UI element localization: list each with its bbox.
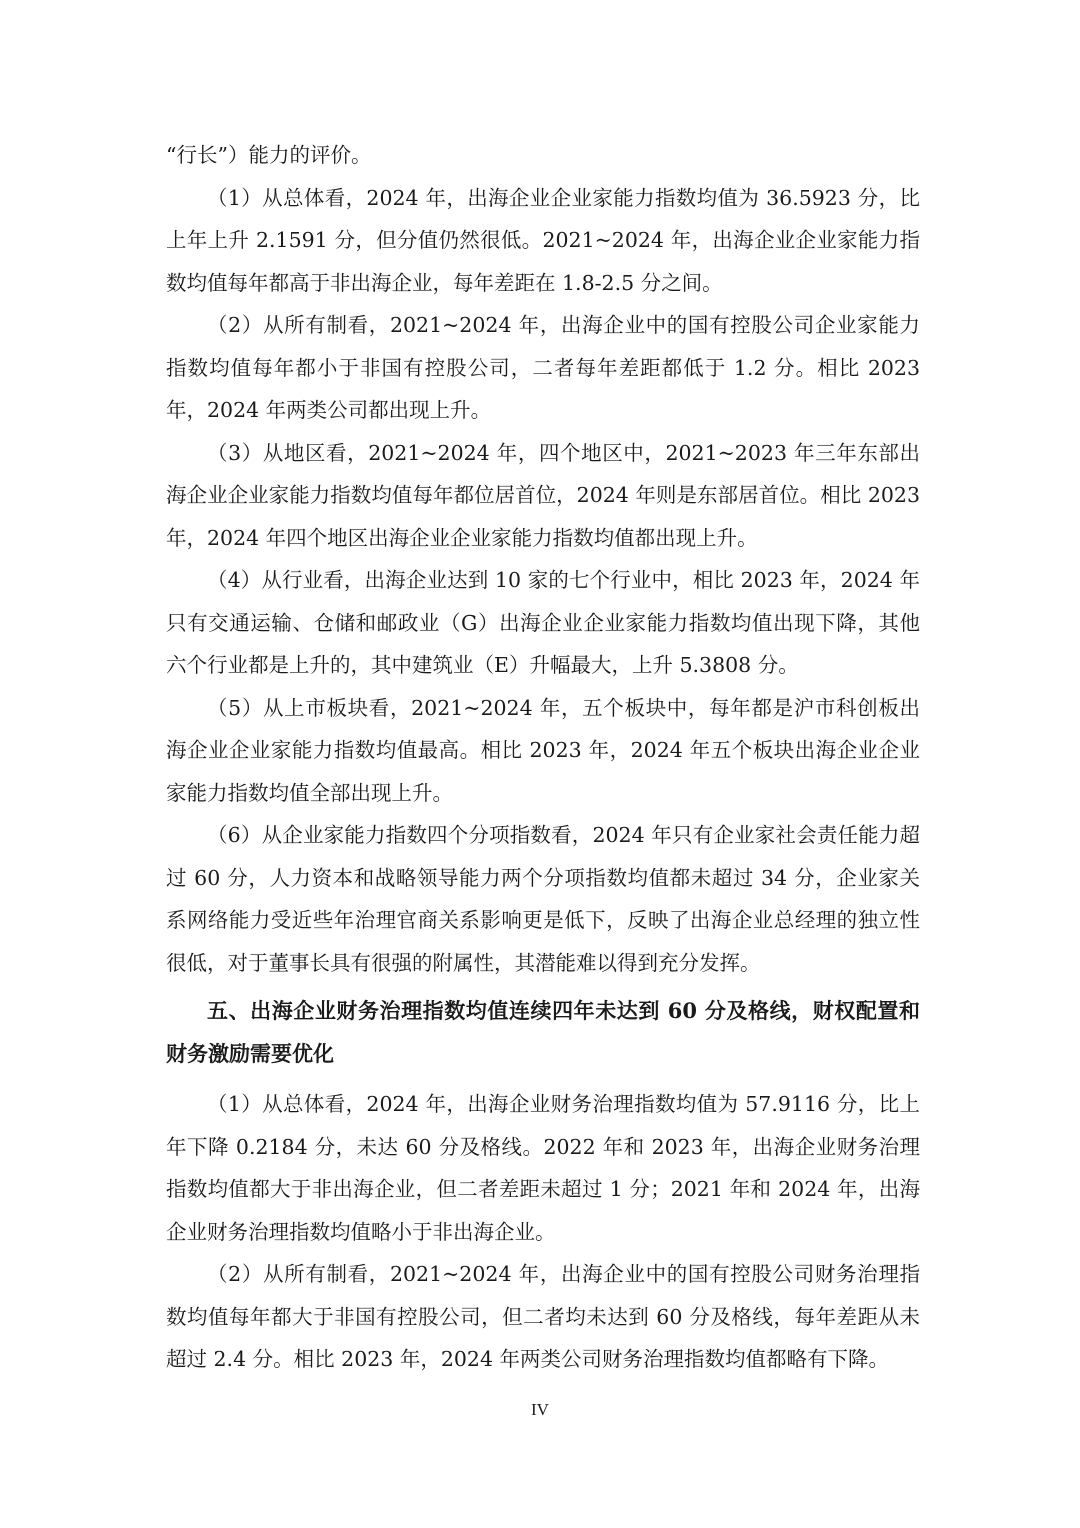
document-body — [166, 134, 920, 1381]
paragraph-board: （5）从上市板块看，2021~2024 年，五个板块中，每年都是沪市科创板出海企业企业家能力指数均值最高。相比 2023 年，2024 年五个板块出海企业企业家能力指数均值全部出现上升。 — [166, 695, 920, 805]
paragraph-industry: （4）从行业看，出海企业达到 10 家的七个行业中，相比 2023 年，2024 年只有交通运输、仓储和邮政业（G）出海企业企业家能力指数均值出现下降，其他六个行业都是上升的，其中建筑业（E）升幅最大，上升 5.3808 分。 — [166, 568, 920, 677]
page-number: IV — [531, 1400, 549, 1419]
paragraph-overall: （1）从总体看，2024 年，出海企业企业家能力指数均值为 36.5923 分，比上年上升 2.1591 分，但分值仍然很低。2021~2024 年，出海企业企业家能力指数均值每年都高于非出海企业，每年差距在 1.8-2.5 分之间。 — [166, 185, 920, 295]
paragraph-region: （3）从地区看，2021~2024 年，四个地区中，2021~2023 年三年东部出海企业企业家能力指数均值每年都位居首位，2024 年则是东部居首位。相比 2023 年，2024 年四个地区出海企业企业家能力指数均值都出现上升。 — [166, 440, 920, 550]
paragraph-ownership: （2）从所有制看，2021~2024 年，出海企业中的国有控股公司企业家能力指数均值每年都小于非国有控股公司，二者每年差距都低于 1.2 分。相比 2023 年，2024 年两类公司都出现上升。 — [166, 313, 920, 422]
paragraph-subindex: （6）从企业家能力指数四个分项指数看，2024 年只有企业家社会责任能力超过 60 分，人力资本和战略领导能力两个分项指数均值都未超过 34 分，企业家关系网络能力受近些年治理官商关系影响更是低下，反映了出海企业总经理的独立性很低，对于董事长具有很强的附属性，其潜能难以得到充分发挥。 — [166, 823, 920, 975]
paragraph-finance-ownership: （2）从所有制看，2021~2024 年，出海企业中的国有控股公司财务治理指数均值每年都大于非国有控股公司，但二者均未达到 60 分及格线，每年差距从未超过 2.4 分。相比 2023 年，2024 年两类公司财务治理指数均值都略有下降。 — [166, 1262, 920, 1371]
paragraph-continuation: “行长”）能力的评价。 — [166, 143, 372, 167]
paragraph-finance-overall: （1）从总体看，2024 年，出海企业财务治理指数均值为 57.9116 分，比上年下降 0.2184 分，未达 60 分及格线。2022 年和 2023 年，出海企业财务治理指数均值都大于非出海企业，但二者差距未超过 1 分；2021 年和 2024 年，出海企业财务治理指数均值略小于非出海企业。 — [166, 1092, 920, 1244]
section-heading: 五、出海企业财务治理指数均值连续四年未达到 60 分及格线，财权配置和财务激励需要优化 — [166, 998, 920, 1066]
